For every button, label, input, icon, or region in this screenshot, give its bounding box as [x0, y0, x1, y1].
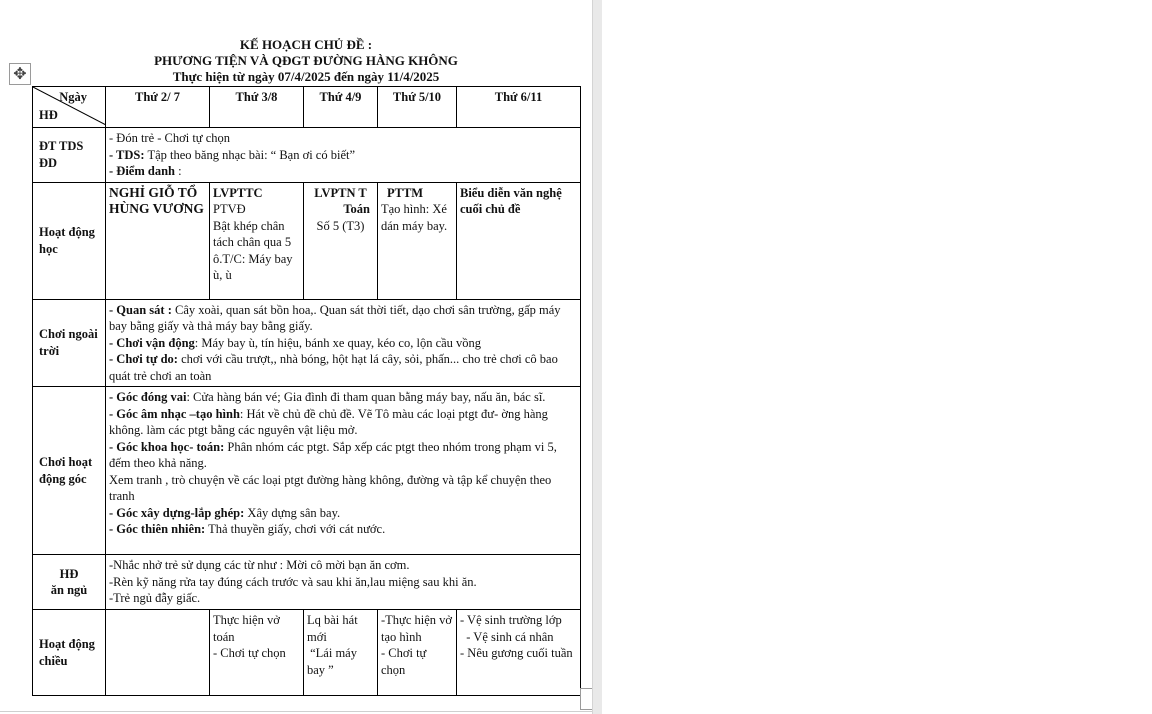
plan-dates: Thực hiện từ ngày 07/4/2025 đến ngày 11/4/2025 — [172, 69, 440, 84]
row-label-choi-ngoai-troi: Chơi ngoài trời — [33, 299, 106, 387]
hdh-monday: NGHỈ GIỖ TỔ HÙNG VƯƠNG — [106, 182, 210, 299]
row-hoat-dong-chieu — [33, 610, 581, 696]
hdh-wednesday: LVPTN T Toán Số 5 (T3) — [304, 182, 378, 299]
header-thursday: Thứ 5/10 — [378, 87, 457, 128]
plan-topic: PHƯƠNG TIỆN VÀ QĐGT ĐƯỜNG HÀNG KHÔNG — [154, 53, 458, 68]
hoat-dong-goc-content: - Góc đóng vai: Cửa hàng bán vé; Gia đình đi tham quan bằng máy bay, nấu ăn, bác sĩ. - Góc âm nhạc –tạo hình: Hát về chủ đề chủ đề. Vẽ Tô màu các loại ptgt đư- ờng hàng không. làm các ptgt bằng các nguyên vật liệu mở. - Góc khoa học- toán: Phân nhóm các ptgt. Sắp xếp các ptgt theo nhóm trong phạm vi 5, đếm theo khả năng. Xem tranh , trò chuyện về các loại ptgt đường hàng không, đường và tập kể chuyện theo tranh - Góc xây dựng-lắp ghép: Xây dựng sân bay. - Góc thiên nhiên: Thả thuyền giấy, chơi với cát nước. — [106, 387, 581, 555]
corner-day-label: Ngày — [59, 90, 87, 104]
row-label-hoat-dong-goc: Chơi hoạt động góc — [33, 387, 106, 555]
hdh-tuesday: LVPTTC PTVĐ Bật khép chân tách chân qua 5 ô.T/C: Máy bay ù, ù — [210, 182, 304, 299]
don-tre-content: - Đón trẻ - Chơi tự chọn - TDS: Tập theo băng nhạc bài: “ Bạn ơi có biết” - Điểm danh : — [106, 128, 581, 183]
hdh-thursday: PTTM Tạo hình: Xé dán máy bay. — [378, 182, 457, 299]
chieu-tuesday: Thực hiện vở toán - Chơi tự chọn — [210, 610, 304, 696]
row-choi-ngoai-troi — [33, 299, 581, 387]
header-wednesday: Thứ 4/9 — [304, 87, 378, 128]
chieu-monday — [106, 610, 210, 696]
chieu-thursday: -Thực hiện vở tạo hình - Chơi tự chọn — [378, 610, 457, 696]
row-don-tre — [33, 128, 581, 183]
header-row — [33, 87, 581, 128]
plan-title: KẾ HOẠCH CHỦ ĐỀ : — [239, 37, 373, 52]
chieu-wednesday: Lq bài hát mới “Lái máy bay ” — [304, 610, 378, 696]
an-ngu-content: -Nhắc nhở trẻ sử dụng các từ như : Mời cô mời bạn ăn cơm. -Rèn kỹ năng rửa tay đúng cách trước và sau khi ăn,lau miệng sau khi ăn. -Trẻ ngủ đẫy giấc. — [106, 555, 581, 610]
choi-ngoai-troi-content: - Quan sát : Cây xoài, quan sát bồn hoa,. Quan sát thời tiết, dạo chơi sân trường, gấp máy bay bằng giấy và thả máy bay bằng giấy. - Chơi vận động: Máy bay ù, tín hiệu, bánh xe quay, kéo co, lộn cầu vồng - Chơi tự do: chơi với cầu trượt,, nhà bóng, hột hạt lá cây, sỏi, phấn... cho trẻ chơi cô bao quát trẻ chơi an toàn — [106, 299, 581, 387]
header-friday: Thứ 6/11 — [457, 87, 581, 128]
row-label-an-ngu: HĐ ăn ngủ — [33, 555, 106, 610]
row-label-hoat-dong-chieu: Hoạt động chiều — [33, 610, 106, 696]
page-bottom-edge — [0, 711, 592, 712]
table-move-handle-icon[interactable]: ✥ — [9, 63, 31, 85]
hdh-friday: Biểu diễn văn nghệ cuối chủ đề — [457, 182, 581, 299]
weekly-plan-table — [32, 86, 581, 696]
row-label-don-tre: ĐT TDS ĐD — [33, 128, 106, 183]
row-hoat-dong-hoc — [33, 182, 581, 299]
row-hoat-dong-goc — [33, 387, 581, 555]
header-tuesday: Thứ 3/8 — [210, 87, 304, 128]
chieu-friday: - Vệ sinh trường lớp - Vệ sinh cá nhân - Nêu gương cuối tuần — [457, 610, 581, 696]
row-an-ngu — [33, 555, 581, 610]
header-monday: Thứ 2/ 7 — [106, 87, 210, 128]
corner-header-cell — [33, 87, 106, 128]
corner-activity-label: HĐ — [39, 107, 58, 122]
row-label-hoat-dong-hoc: Hoạt động học — [33, 182, 106, 299]
empty-workspace — [602, 0, 1152, 714]
